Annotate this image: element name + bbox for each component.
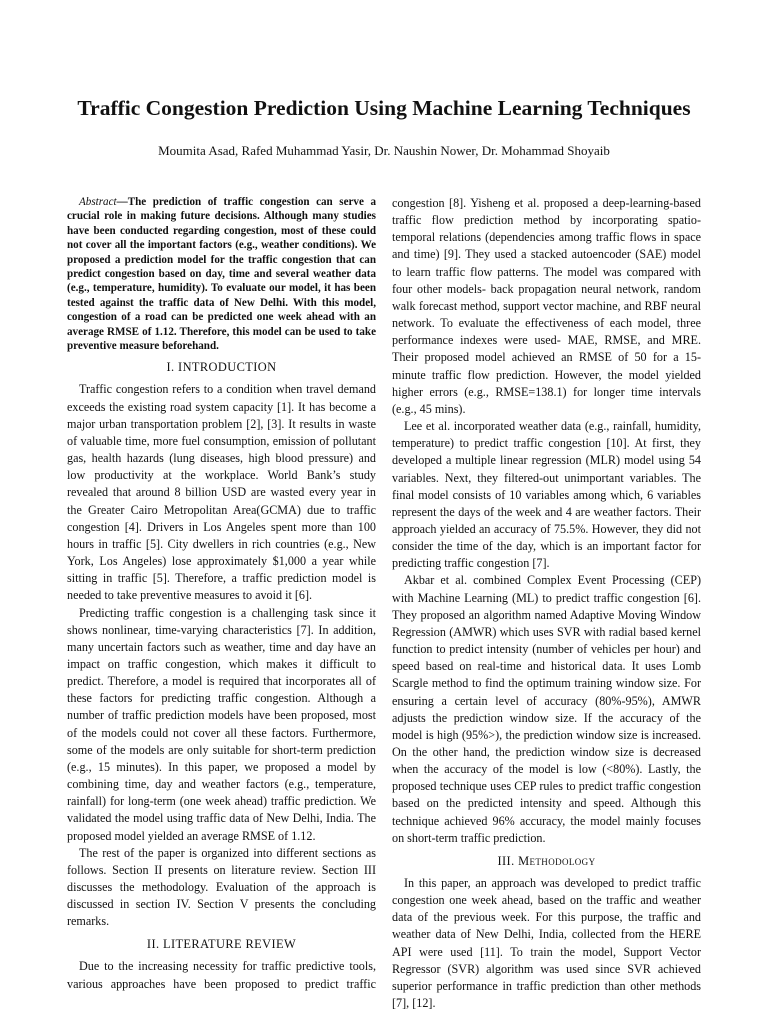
abstract-dash: — <box>116 196 128 208</box>
intro-paragraph-2: Predicting traffic congestion is a challenging task since it shows nonlinear, time-varying characteristics [7]. In addition, many uncertain factors such as weather, time and day have an impact on traffic congestion, which makes it difficult to predict. Therefore, a model is required that incorporates all of these factors for predicting traffic congestion. Although a number of traffic prediction models have been proposed, most of the models could not cover all these factors. Furthermore, some of the models are only suitable for short-term prediction (e.g., 15 minutes). In this paper, we proposed a model by combining time, day and weather factors (e.g., temperature, rainfall) for long-term (one week ahead) traffic prediction. We validated the model using traffic data of New Delhi, India. The proposed model yielded an average RMSE of 1.12. <box>67 605 376 843</box>
right-column <box>392 195 701 1012</box>
paper-authors: Moumita Asad, Rafed Muhammad Yasir, Dr. Naushin Nower, Dr. Mohammad Shoyaib <box>158 143 610 158</box>
paper-title: Traffic Congestion Prediction Using Machine Learning Techniques <box>77 96 691 120</box>
section-title: Methodology <box>518 853 596 868</box>
lit-paragraph-2: Lee et al. incorporated weather data (e.g., rainfall, humidity, temperature) to predict traffic congestion [10]. At first, they developed a multiple linear regression (MLR) model using 54 variables. Next, they filtered-out unimportant variables. The final model consists of 10 variables among which, 6 variables represent the days of the week and 4 are weather factors. Their approach yielded an accuracy of 75.5%. However, they did not consider the time of the day, which is an important factor for predicting traffic congestion [7]. <box>392 419 701 571</box>
left-column <box>67 195 376 993</box>
method-paragraph-1: In this paper, an approach was developed to predict traffic congestion one week ahead, based on the traffic and weather data of the previous week. For this purpose, the traffic and weather data of New Delhi, India, collected from the HERE API were used [11]. To train the model, Support Vector Regressor (SVR) algorithm was used since SVR achieved superior performance in traffic prediction than other methods [7], [12]. <box>392 875 701 1011</box>
section-heading-introduction: I. INTRODUCTION <box>166 360 277 375</box>
lit-paragraph-1-continued: congestion [8]. Yisheng et al. proposed a deep-learning-based traffic flow prediction method by incorporating spatio-temporal relations (dependencies among traffic flows in space and time) [9]. They used a stacked autoencoder (SAE) model to learn traffic flow patterns. The model was compared with four other models- back propagation neural network, random walk forecast method, support vector machine, and RBF neural network. To evaluate the effectiveness of each model, three performance indexes were used- MAE, RMSE, and MRE. Their proposed model achieved an RMSE of 50 for a 15-minute traffic flow prediction. However, the model yielded higher errors (e.g., RMSE=138.1) for longer time intervals (e.g., 45 mins). <box>392 196 701 416</box>
section-heading-methodology <box>392 853 701 870</box>
abstract-text: The prediction of traffic congestion can serve a crucial role in making future decisions. Although many studies have been conducted regarding congestion, most of these could not cover all the important factors (e.g., weather conditions). We proposed a prediction model for the traffic congestion that can predict congestion based on day, time and several weather data (e.g., temperature, humidity). To evaluate our model, it has been tested against the traffic data of New Delhi. With this model, congestion of a road can be predicted one week ahead with an average RMSE of 1.12. Therefore, this model can be used to take preventive measure beforehand. <box>67 196 376 353</box>
abstract-label: Abstract <box>79 196 117 208</box>
intro-paragraph-3: The rest of the paper is organized into different sections as follows. Section II presents on literature review. Section III discusses the methodology. Evaluation of the approach is discussed in section IV. Section V presents the concluding remarks. <box>67 845 376 929</box>
section-heading-literature-review: II. LITERATURE REVIEW <box>146 937 297 952</box>
intro-paragraph-1: Traffic congestion refers to a condition when travel demand exceeds the existing road system capacity [1]. It has become a major urban transportation problem [2], [3]. It results in waste of valuable time, more fuel consumption, emission of pollutant gas, health hazards (lung diseases, high blood pressure) and low productivity at the workplace. World Bank’s study revealed that around 8 billion USD are wasted every year in the Greater Cairo Metropolitan Area(GCMA) due to traffic congestion [4]. Drivers in Los Angeles spent more than 100 hours in traffic [5]. City dwellers in rich countries (e.g., New York, Los Angeles) lose approximately $1,000 a year while sitting in traffic [5]. Therefore, a traffic prediction model is needed to take preventive measures to avoid it [6]. <box>67 382 376 603</box>
section-number: III. <box>497 853 519 868</box>
lit-paragraph-3: Akbar et al. combined Complex Event Processing (CEP) with Machine Learning (ML) to predict traffic congestion [6]. They proposed an algorithm named Adaptive Moving Window Regression (AMWR) which uses SVR with radial based kernel function to predict intensity (number of vehicles per hour) and speed based on real-time and historical data. It uses Lomb Scargle method to find the optimum training window size. For ensuring a certain level of accuracy (80%-95%), AMWR adjusts the prediction window size. If the accuracy of the model is high (95%>), the prediction window size is increased. On the other hand, the prediction window size is decreased when the accuracy of the model is low (<80%). Lastly, the proposed technique uses CEP rules to predict traffic congestion based on the predicted intensity and speed. Although this technique achieved 96% accuracy, the model mainly focuses on short-term traffic prediction. <box>392 573 701 845</box>
abstract <box>67 195 376 353</box>
lit-paragraph-1: Due to the increasing necessity for traffic predictive tools, various approaches have been proposed to predict traffic <box>67 959 376 991</box>
